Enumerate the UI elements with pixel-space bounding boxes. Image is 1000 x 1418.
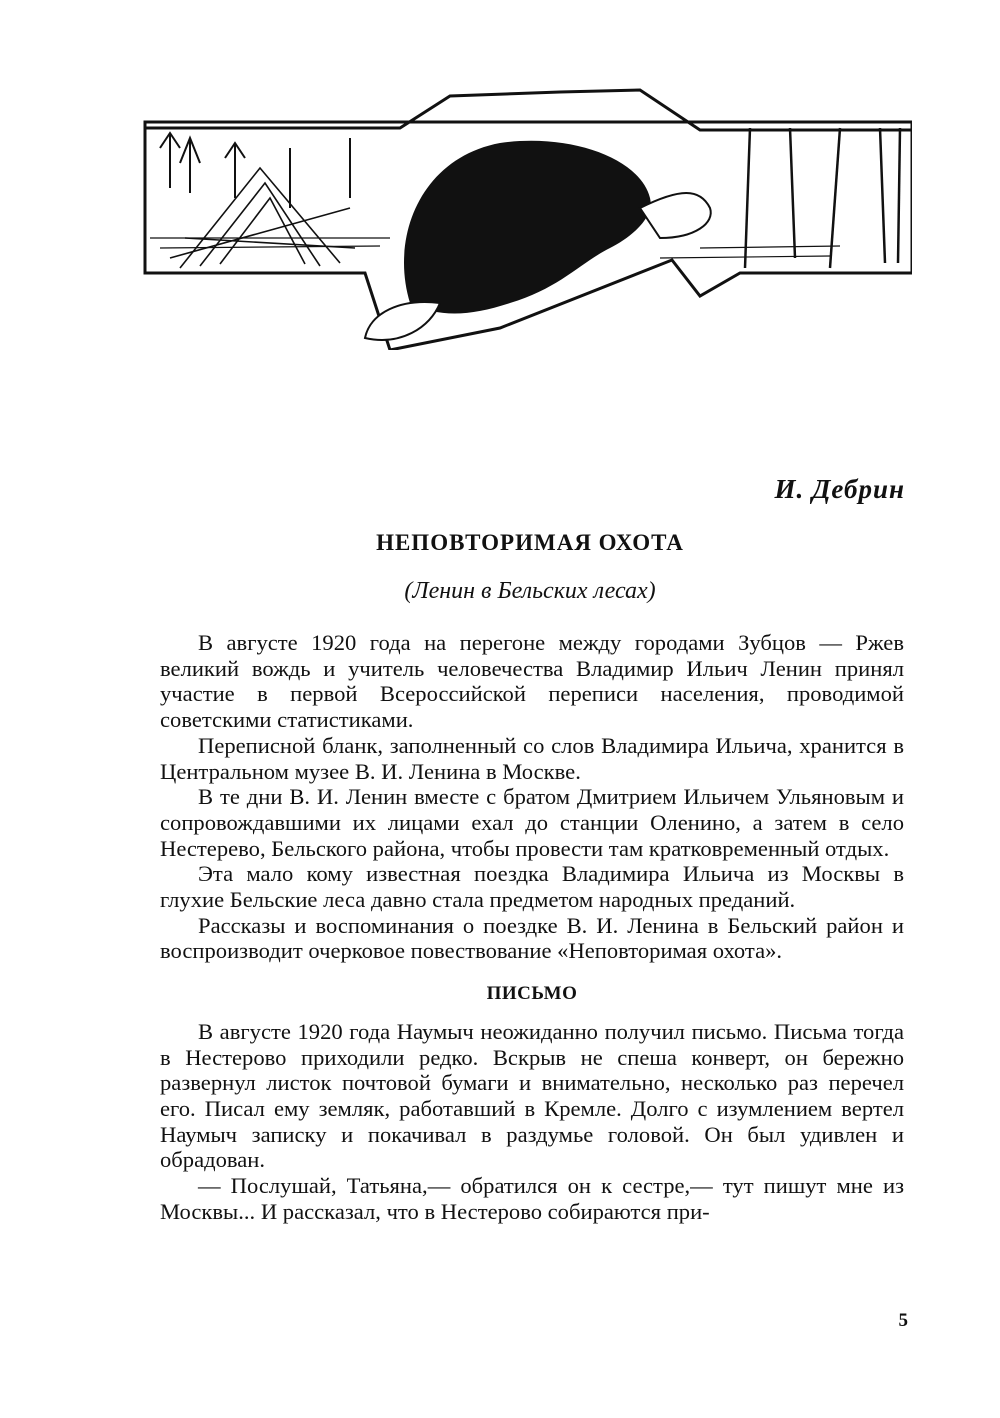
paragraph: Рассказы и воспоминания о поездке В. И. Ленина в Бельский район и воспроизводит очерковое повествование «Неповторимая охота».	[160, 912, 904, 964]
paragraph: — Послушай, Татьяна,— обратился он к сестре,— тут пишут мне из Москвы... И рассказал, что в Нестерово собираются при-	[160, 1173, 904, 1224]
paragraph: Переписной бланк, заполненный со слов Владимира Ильича, хранится в Центральном музее В. И. Ленина в Москве.	[160, 732, 904, 784]
paragraph: Эта мало кому известная поездка Владимира Ильича из Москвы в глухие Бельские леса давно стала предметом народных преданий.	[160, 861, 904, 913]
section-heading: ПИСЬМО	[486, 983, 578, 1005]
page-number: 5	[898, 1310, 908, 1331]
paragraph: В августе 1920 года на перегоне между городами Зубцов — Ржев великий вождь и учитель человечества Владимир Ильич Ленин принял участие в первой Всероссийской переписи населения, проводимой советскими статистиками.	[160, 630, 904, 733]
beaver-forest-illustration-icon	[140, 88, 912, 350]
intro-text	[160, 630, 904, 1224]
chapter-title: НЕПОВТОРИМАЯ ОХОТА	[376, 530, 684, 555]
chapter-subtitle: (Ленин в Бельских лесах)	[404, 578, 656, 604]
paragraph: В те дни В. И. Ленин вместе с братом Дмитрием Ильичем Ульяновым и сопровождавшими их лицами ехал до станции Оленино, а затем в село Нестерево, Бельского района, чтобы провести там кратковременный отдых.	[160, 784, 904, 861]
paragraph: В августе 1920 года Наумыч неожиданно получил письмо. Письма тогда в Нестерово приходили редко. Вскрыв не спеша конверт, он бережно развернул листок почтовой бумаги и внимательно, несколько раз перечел его. Писал ему земляк, работавший в Кремле. Долго с изумлением вертел Наумыч записку и покачивал в раздумье головой. Он был удивлен и обрадован.	[160, 1018, 904, 1173]
author-name: И. Дебрин	[774, 474, 905, 504]
